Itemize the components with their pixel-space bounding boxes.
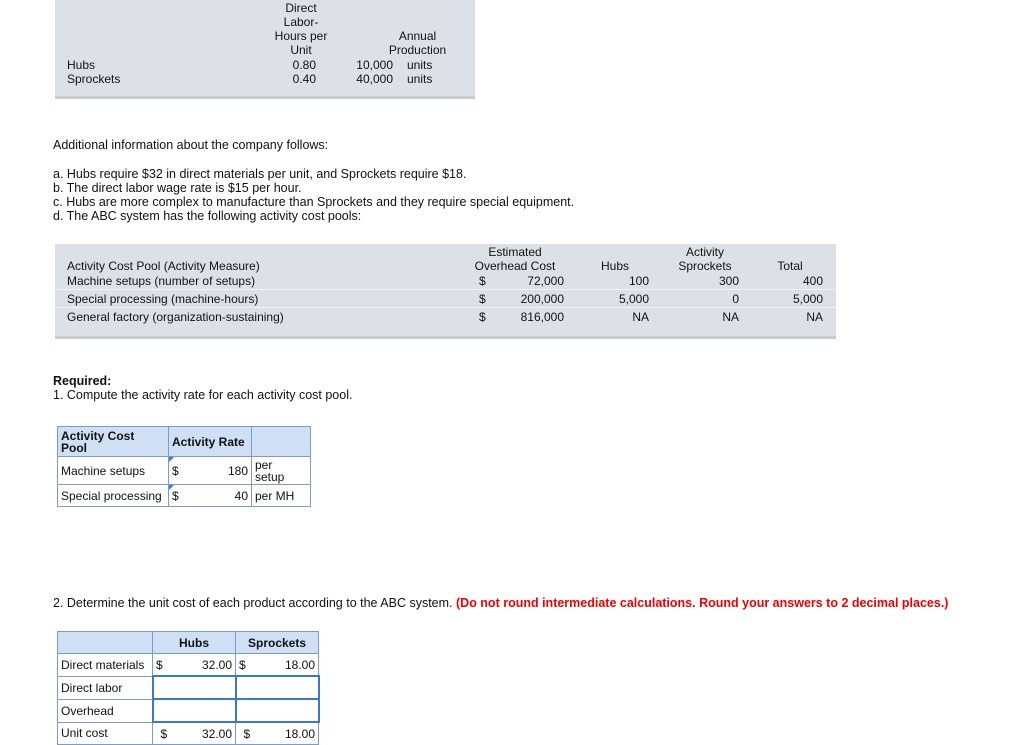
unit-column-header [252, 427, 311, 457]
question-1: 1. Compute the activity rate for each activity cost pool. [53, 388, 353, 402]
hours-header-2: Labor- [283, 15, 319, 29]
production-header-2: Production [388, 43, 447, 57]
sprockets-col-header: Sprockets [236, 632, 319, 654]
pool-currency: $ [479, 310, 486, 324]
pool-cost: 72,000 [527, 274, 564, 288]
sprockets-overhead-input[interactable] [236, 699, 319, 722]
required-title: Required: [53, 374, 112, 388]
sprockets-unit-cost: 18.00 [258, 722, 319, 745]
pool-name: Special processing (machine-hours) [67, 292, 259, 306]
sprockets-materials-input[interactable]: 18.00 [258, 654, 319, 677]
sprockets-currency: $ [236, 654, 258, 677]
sprockets-labor-input[interactable] [236, 676, 319, 699]
pool-currency: $ [479, 274, 486, 288]
activity-rate-table [57, 426, 311, 507]
pool-sprockets: NA [722, 310, 739, 324]
info-c: c. Hubs are more complex to manufacture than Sprockets and they require special equipment. [53, 195, 575, 209]
activity-header: Activity [685, 245, 724, 259]
question-2-text: 2. Determine the unit cost of each product according to the ABC system. [53, 596, 453, 610]
hubs-currency: $ [153, 722, 175, 745]
estimated-header: Estimated [488, 245, 542, 259]
rate-column-header: Activity Rate [169, 427, 252, 457]
row-name: Sprockets [67, 72, 121, 86]
rate-row-pool: Special processing [58, 485, 169, 507]
hours-header-1: Direct [285, 1, 317, 15]
unit-cost-table [57, 631, 320, 745]
cost-row-label: Overhead [58, 699, 153, 722]
row-hours: 0.80 [292, 58, 316, 72]
pool-name: General factory (organization-sustaining) [67, 310, 284, 324]
pool-total: 5,000 [792, 292, 823, 306]
pool-cost: 816,000 [520, 310, 564, 324]
row-production: 10,000 [356, 58, 393, 72]
pool-sprockets: 0 [732, 292, 739, 306]
hours-header-4: Unit [290, 43, 312, 57]
hubs-col-header: Hubs [153, 632, 236, 654]
row-hours: 0.40 [292, 72, 316, 86]
production-header-1: Annual [398, 29, 437, 43]
hubs-materials-input[interactable]: 32.00 [175, 654, 236, 677]
activity-cost-pool-table [55, 244, 836, 339]
cost-row-label: Unit cost [58, 722, 153, 745]
hubs-header: Hubs [600, 259, 629, 273]
pool-cost: 200,000 [520, 292, 564, 306]
info-b: b. The direct labor wage rate is $15 per hour. [53, 181, 302, 195]
question-2-note: (Do not round intermediate calculations. Round your answers to 2 decimal places.) [456, 596, 949, 610]
product-data-table [55, 0, 475, 99]
cost-row-label: Direct labor [58, 676, 153, 699]
row-unit: units [407, 58, 433, 72]
pool-currency: $ [479, 292, 486, 306]
cost-row-label: Direct materials [58, 654, 153, 677]
pool-sprockets: 300 [718, 274, 739, 288]
rate-unit: per setup [252, 457, 311, 485]
pool-column-header: Activity Cost Pool [58, 427, 169, 457]
blank-header [58, 632, 153, 654]
info-intro: Additional information about the company follows: [53, 138, 329, 152]
rate-row-pool: Machine setups [58, 457, 169, 485]
pool-hubs: NA [632, 310, 649, 324]
row-production: 40,000 [356, 72, 393, 86]
row-unit: units [407, 72, 433, 86]
hours-header-3: Hours per [274, 29, 328, 43]
rate-input[interactable]: 40 [191, 485, 252, 507]
rate-currency: $ [169, 485, 191, 507]
rate-currency: $ [169, 457, 191, 485]
hubs-labor-input[interactable] [153, 676, 236, 699]
hubs-unit-cost: 32.00 [175, 722, 236, 745]
required-section [53, 374, 352, 402]
sprockets-header: Sprockets [678, 259, 732, 273]
total-header: Total [777, 259, 803, 273]
hubs-currency: $ [153, 654, 175, 677]
info-a: a. Hubs require $32 in direct materials per unit, and Sprockets require $18. [53, 167, 467, 181]
sprockets-currency: $ [236, 722, 258, 745]
rate-input[interactable]: 180 [191, 457, 252, 485]
info-d: d. The ABC system has the following activity cost pools: [53, 209, 362, 223]
question-2 [53, 596, 948, 610]
pool-hubs: 100 [628, 274, 649, 288]
pool-header: Activity Cost Pool (Activity Measure) [67, 259, 260, 273]
pool-total: NA [806, 310, 823, 324]
hubs-overhead-input[interactable] [153, 699, 236, 722]
rate-unit: per MH [252, 485, 311, 507]
row-name: Hubs [67, 58, 96, 72]
pool-hubs: 5,000 [618, 292, 649, 306]
overhead-cost-header: Overhead Cost [474, 259, 556, 273]
pool-total: 400 [802, 274, 823, 288]
pool-name: Machine setups (number of setups) [67, 274, 256, 288]
